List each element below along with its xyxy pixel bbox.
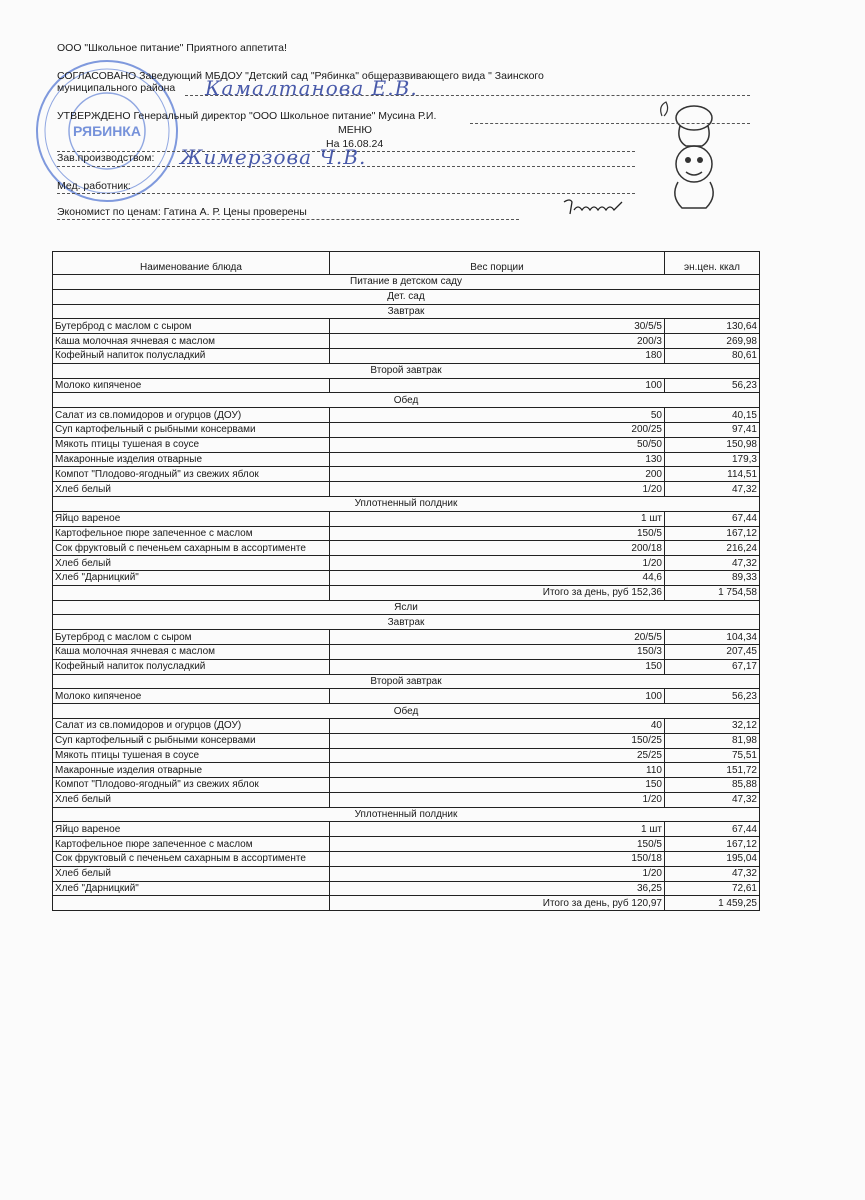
dish-name: Компот "Плодово-ягодный" из свежих яблок — [53, 778, 330, 793]
header-kcal: эн.цен. ккал — [665, 252, 760, 275]
table-row — [53, 541, 760, 556]
portion-weight: 110 — [330, 763, 665, 778]
dish-name: Картофельное пюре запеченное с маслом — [53, 526, 330, 541]
portion-weight: Итого за день, руб 120,97 — [330, 896, 665, 911]
dish-name: Компот "Плодово-ягодный" из свежих яблок — [53, 467, 330, 482]
table-row — [53, 378, 760, 393]
kcal-value: 130,64 — [665, 319, 760, 334]
table-row — [53, 437, 760, 452]
section-title: Второй завтрак — [53, 363, 760, 378]
portion-weight: 50/50 — [330, 437, 665, 452]
handwritten-signature-production: Жимерзова Ч.В. — [180, 145, 367, 169]
table-row — [53, 718, 760, 733]
section-title: Питание в детском саду — [53, 275, 760, 290]
table-row — [53, 511, 760, 526]
portion-weight: 25/25 — [330, 748, 665, 763]
chef-icon — [656, 96, 726, 214]
economist-line: Экономист по ценам: Гатина А. Р. Цены проверены — [57, 206, 307, 218]
section-row — [53, 807, 760, 822]
table-row — [53, 482, 760, 497]
kcal-value: 1 754,58 — [665, 585, 760, 600]
kcal-value: 32,12 — [665, 718, 760, 733]
menu-table — [52, 251, 760, 911]
dish-name: Суп картофельный с рыбными консервами — [53, 733, 330, 748]
kcal-value: 207,45 — [665, 644, 760, 659]
agreed-line-2: муниципального района — [57, 82, 176, 94]
medic-dotted-line — [57, 193, 635, 194]
approved-dotted-line — [470, 123, 750, 124]
portion-weight: 1/20 — [330, 792, 665, 807]
section-title: Ясли — [53, 600, 760, 615]
table-row — [53, 556, 760, 571]
portion-weight: 44,6 — [330, 570, 665, 585]
portion-weight: 200 — [330, 467, 665, 482]
portion-weight: 1 шт — [330, 822, 665, 837]
portion-weight: 100 — [330, 689, 665, 704]
portion-weight: 200/3 — [330, 334, 665, 349]
kcal-value: 75,51 — [665, 748, 760, 763]
table-row — [53, 526, 760, 541]
dish-name: Яйцо вареное — [53, 511, 330, 526]
section-row — [53, 393, 760, 408]
table-row — [53, 334, 760, 349]
kcal-value: 114,51 — [665, 467, 760, 482]
section-row — [53, 363, 760, 378]
portion-weight: 150/25 — [330, 733, 665, 748]
dish-name: Хлеб белый — [53, 482, 330, 497]
portion-weight: Итого за день, руб 152,36 — [330, 585, 665, 600]
dish-name: Бутерброд с маслом с сыром — [53, 630, 330, 645]
kcal-value: 104,34 — [665, 630, 760, 645]
kcal-value: 1 459,25 — [665, 896, 760, 911]
dish-name: Хлеб белый — [53, 556, 330, 571]
table-row — [53, 733, 760, 748]
dish-name: Сок фруктовый с печеньем сахарным в ассортименте — [53, 541, 330, 556]
dish-name: Хлеб белый — [53, 792, 330, 807]
table-row — [53, 866, 760, 881]
table-row — [53, 659, 760, 674]
table-row — [53, 689, 760, 704]
table-header-row — [53, 252, 760, 275]
dish-name: Салат из св.помидоров и огурцов (ДОУ) — [53, 408, 330, 423]
portion-weight: 150/5 — [330, 526, 665, 541]
kcal-value: 97,41 — [665, 422, 760, 437]
portion-weight: 20/5/5 — [330, 630, 665, 645]
stamp-center-text: РЯБИНКА — [73, 123, 141, 139]
medic-label: Мед. работник: — [57, 180, 131, 192]
dish-name: Кофейный напиток полусладкий — [53, 659, 330, 674]
table-row — [53, 852, 760, 867]
kcal-value: 67,44 — [665, 822, 760, 837]
section-row — [53, 674, 760, 689]
table-row — [53, 319, 760, 334]
dish-name: Мякоть птицы тушеная в соусе — [53, 437, 330, 452]
dish-name: Хлеб "Дарницкий" — [53, 570, 330, 585]
total-row — [53, 585, 760, 600]
portion-weight: 50 — [330, 408, 665, 423]
kcal-value: 47,32 — [665, 866, 760, 881]
portion-weight: 1/20 — [330, 556, 665, 571]
section-title: Завтрак — [53, 304, 760, 319]
kcal-value: 72,61 — [665, 881, 760, 896]
dish-name: Хлеб белый — [53, 866, 330, 881]
company-line: ООО "Школьное питание" Приятного аппетита! — [57, 42, 287, 54]
section-row — [53, 615, 760, 630]
table-row — [53, 837, 760, 852]
portion-weight: 150 — [330, 778, 665, 793]
portion-weight: 40 — [330, 718, 665, 733]
dish-name: Суп картофельный с рыбными консервами — [53, 422, 330, 437]
dish-name: Каша молочная ячневая с маслом — [53, 644, 330, 659]
table-row — [53, 452, 760, 467]
dish-name: Макаронные изделия отварные — [53, 452, 330, 467]
section-title: Уплотненный полдник — [53, 496, 760, 511]
section-title: Завтрак — [53, 615, 760, 630]
dish-name: Сок фруктовый с печеньем сахарным в ассортименте — [53, 852, 330, 867]
portion-weight: 180 — [330, 348, 665, 363]
section-row — [53, 600, 760, 615]
table-row — [53, 748, 760, 763]
table-row — [53, 467, 760, 482]
header-dish-name: Наименование блюда — [53, 252, 330, 275]
dish-name: Хлеб "Дарницкий" — [53, 881, 330, 896]
menu-table-body — [53, 275, 760, 911]
dish-name: Салат из св.помидоров и огурцов (ДОУ) — [53, 718, 330, 733]
section-title: Обед — [53, 393, 760, 408]
table-row — [53, 644, 760, 659]
kcal-value: 80,61 — [665, 348, 760, 363]
kcal-value: 195,04 — [665, 852, 760, 867]
kcal-value: 216,24 — [665, 541, 760, 556]
dish-name: Мякоть птицы тушеная в соусе — [53, 748, 330, 763]
table-row — [53, 408, 760, 423]
section-title: Дет. сад — [53, 289, 760, 304]
kcal-value: 56,23 — [665, 378, 760, 393]
table-row — [53, 881, 760, 896]
portion-weight: 200/18 — [330, 541, 665, 556]
dish-name: Яйцо вареное — [53, 822, 330, 837]
table-row — [53, 792, 760, 807]
dish-name: Бутерброд с маслом с сыром — [53, 319, 330, 334]
kcal-value: 56,23 — [665, 689, 760, 704]
table-row — [53, 778, 760, 793]
agreed-line: СОГЛАСОВАНО Заведующий МБДОУ "Детский сад "Рябинка" общеразвивающего вида " Заинского — [57, 70, 544, 82]
portion-weight: 130 — [330, 452, 665, 467]
section-title: Второй завтрак — [53, 674, 760, 689]
kcal-value: 47,32 — [665, 792, 760, 807]
production-head-label: Зав.производством: — [57, 152, 155, 164]
kcal-value: 85,88 — [665, 778, 760, 793]
dish-name — [53, 585, 330, 600]
section-row — [53, 275, 760, 290]
kcal-value: 40,15 — [665, 408, 760, 423]
portion-weight: 150/18 — [330, 852, 665, 867]
kcal-value: 167,12 — [665, 526, 760, 541]
kcal-value: 150,98 — [665, 437, 760, 452]
table-row — [53, 763, 760, 778]
kcal-value: 167,12 — [665, 837, 760, 852]
kcal-value: 179,3 — [665, 452, 760, 467]
portion-weight: 150/3 — [330, 644, 665, 659]
kcal-value: 81,98 — [665, 733, 760, 748]
section-row — [53, 289, 760, 304]
portion-weight: 1/20 — [330, 866, 665, 881]
dish-name: Молоко кипяченое — [53, 689, 330, 704]
section-row — [53, 496, 760, 511]
header-portion-weight: Вес порции — [330, 252, 665, 275]
handwritten-signature-agreed: Камалтанова Е.В. — [205, 76, 418, 100]
production-dotted-line — [57, 166, 635, 167]
portion-weight: 36,25 — [330, 881, 665, 896]
kcal-value: 151,72 — [665, 763, 760, 778]
dish-name: Макаронные изделия отварные — [53, 763, 330, 778]
total-row — [53, 896, 760, 911]
table-row — [53, 570, 760, 585]
section-row — [53, 304, 760, 319]
dish-name: Каша молочная ячневая с маслом — [53, 334, 330, 349]
dish-name: Кофейный напиток полусладкий — [53, 348, 330, 363]
approved-line: УТВЕРЖДЕНО Генеральный директор "ООО Школьное питание" Мусина Р.И. — [57, 110, 437, 122]
kcal-value: 67,17 — [665, 659, 760, 674]
kcal-value: 89,33 — [665, 570, 760, 585]
kcal-value: 47,32 — [665, 482, 760, 497]
dish-name: Молоко кипяченое — [53, 378, 330, 393]
portion-weight: 1 шт — [330, 511, 665, 526]
portion-weight: 1/20 — [330, 482, 665, 497]
portion-weight: 200/25 — [330, 422, 665, 437]
table-row — [53, 348, 760, 363]
economist-signature-icon — [560, 196, 626, 218]
section-row — [53, 704, 760, 719]
economist-dotted-line — [57, 219, 519, 220]
portion-weight: 100 — [330, 378, 665, 393]
section-title: Уплотненный полдник — [53, 807, 760, 822]
portion-weight: 30/5/5 — [330, 319, 665, 334]
kcal-value: 269,98 — [665, 334, 760, 349]
section-title: Обед — [53, 704, 760, 719]
kcal-value: 47,32 — [665, 556, 760, 571]
table-row — [53, 422, 760, 437]
portion-weight: 150/5 — [330, 837, 665, 852]
table-row — [53, 822, 760, 837]
kcal-value: 67,44 — [665, 511, 760, 526]
dish-name — [53, 896, 330, 911]
menu-title: МЕНЮ — [338, 124, 372, 136]
table-row — [53, 630, 760, 645]
dish-name: Картофельное пюре запеченное с маслом — [53, 837, 330, 852]
menu-date: На 16.08.24 — [326, 138, 384, 150]
portion-weight: 150 — [330, 659, 665, 674]
